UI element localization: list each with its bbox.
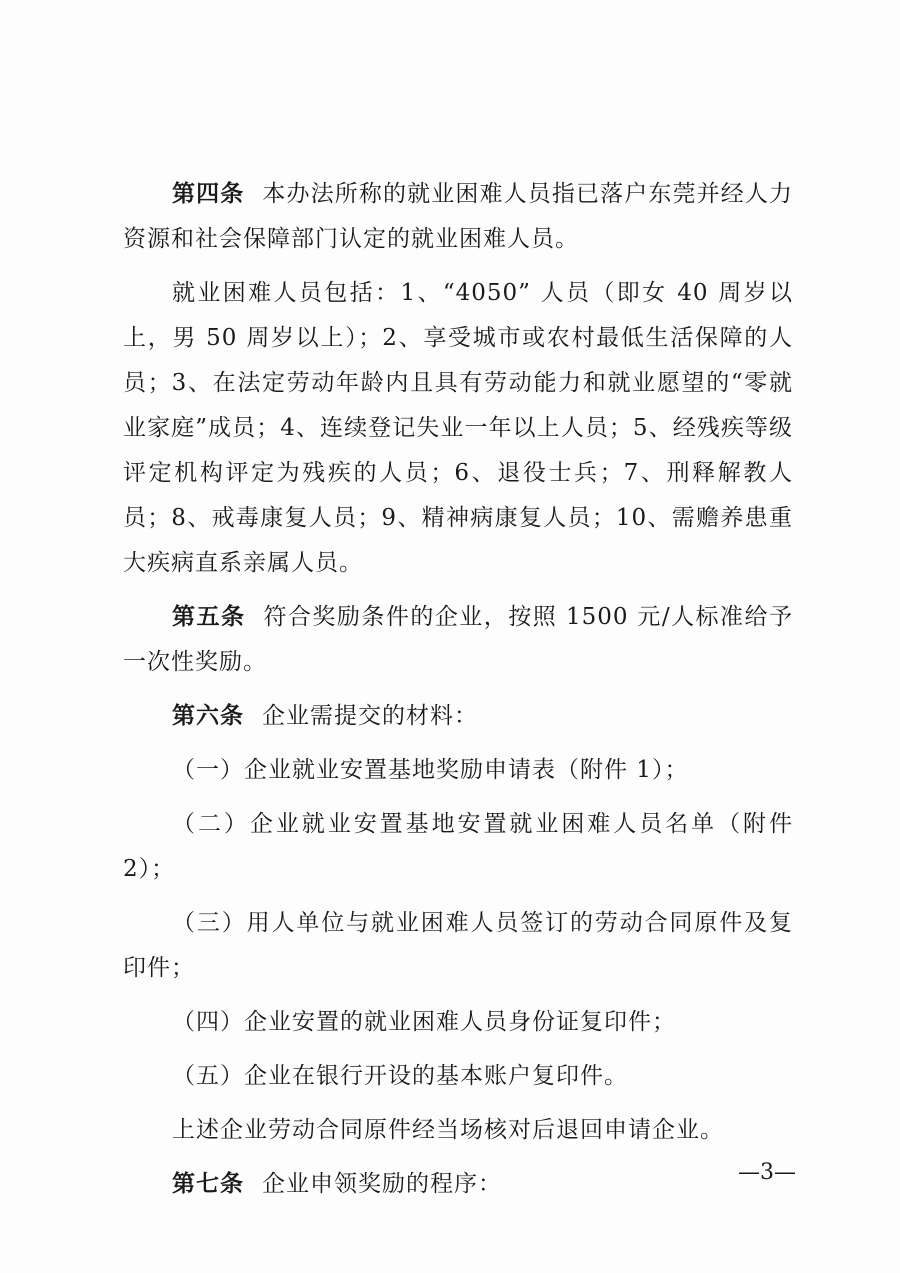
- article-5-text: 符合奖励条件的企业，按照 1500 元/人标准给予一次性奖励。: [123, 604, 794, 675]
- article-5-label: 第五条: [172, 604, 246, 630]
- article-6-label: 第六条: [172, 703, 244, 729]
- document-body: [123, 172, 793, 1216]
- article-6-item-2: （二）企业就业安置基地安置就业困难人员名单（附件 2）；: [123, 811, 793, 882]
- article-6-item-1: （一）企业就业安置基地奖励申请表（附件 1）；: [172, 757, 689, 783]
- article-6-text: 企业需提交的材料：: [262, 703, 478, 729]
- article-6: [123, 694, 793, 739]
- page-number: —3—: [738, 1160, 796, 1185]
- article-6-item-4: （四）企业安置的就业困难人员身份证复印件；: [172, 1009, 676, 1035]
- article-4-detail: 就业困难人员包括：1、“4050” 人员（即女 40 周岁以上，男 50 周岁以上）；2、享受城市或农村最低生活保障的人员；3、在法定劳动年龄内且具有劳动能力和就业愿望的“零就业家庭”成员；4、连续登记失业一年以上人员；5、经残疾等级评定机构评定为残疾的人员；6、退役士兵；7、刑释解教人员；8、戒毒康复人员；9、精神病康复人员；10、需赡养患重大疾病直系亲属人员。: [123, 280, 793, 576]
- article-6-item-3: （三）用人单位与就业困难人员签订的劳动合同原件及复印件；: [123, 910, 793, 981]
- article-7: [123, 1162, 793, 1207]
- article-6-note: 上述企业劳动合同原件经当场核对后退回申请企业。: [172, 1117, 724, 1143]
- article-4-label: 第四条: [172, 181, 245, 207]
- article-7-label: 第七条: [172, 1171, 244, 1197]
- article-4: [123, 172, 793, 262]
- article-6-item-5: （五）企业在银行开设的基本账户复印件。: [172, 1063, 628, 1089]
- article-4-text: 本办法所称的就业困难人员指已落户东莞并经人力资源和社会保障部门认定的就业困难人员。: [123, 181, 793, 252]
- article-7-text: 企业申领奖励的程序：: [262, 1171, 502, 1197]
- article-5: [123, 595, 793, 685]
